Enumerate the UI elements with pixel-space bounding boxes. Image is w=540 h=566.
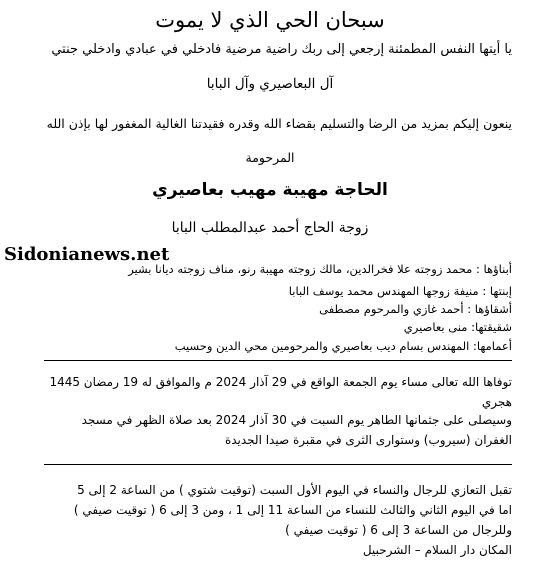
condolence-line-2: اما في اليوم الثاني والثالث للنساء من الساعة 11 إلى 1 ، ومن 3 إلى 6 ( توقيت صيفي ) [73,503,512,517]
quran-verse: يا أيتها النفس المطمئنة إرجعي إلى ربك راضية مرضية فادخلي في عبادي وادخلي جنتي [51,42,512,57]
relatives-sister: شقيقتها: منى بعاصيري [403,320,512,334]
late-label: المرحومة [245,150,295,165]
families-line: آل البعاصيري وآل البابا [206,76,334,92]
death-text: توفاها الله تعالى مساء يوم الجمعة الواقع في 29 آذار 2024 م والموافق له 19 رمضان 1445 هجري [49,375,512,409]
divider [44,464,512,465]
divider [44,360,512,361]
funeral-text: وسيصلى على جثمانها الطاهر يوم السبت في 30 آذار 2024 بعد صلاة الظهر في مسجد الغفران (سيروب) وستوارى الثرى في مقبرة صيدا الجديدة [81,413,512,447]
relatives-sons: أبناؤها : محمد زوجته علا فخرالدين، مالك زوجته مهيبة رنو، مناف زوجته ديانا بشير [128,262,512,276]
announcement-text: ينعون إليكم بمزيد من الرضا والتسليم بقضاء الله وقدره فقيدتنا الغالية المغفور لها بإذن الله [46,116,512,131]
funeral-details [45,410,512,450]
death-details [45,372,512,412]
relatives-uncles: أعمامها: المهندس بسام ديب بعاصيري والمرحومين محي الدين وحسيب [174,339,512,353]
condolence-place: المكان دار السلام – الشرحبيل [362,543,512,557]
spouse-line: زوجة الحاج أحمد عبدالمطلب البابا [171,220,369,236]
relatives-daughter: إبنتها : منيفة زوجها المهندس محمد يوسف البابا [288,284,512,298]
condolence-line-1: تقبل التعازي للرجال والنساء في اليوم الأول السبت (توقيت شتوي ) من الساعة 2 إلى 5 [77,483,512,497]
header-title: سبحان الحي الذي لا يموت [155,8,385,32]
deceased-name: الحاجة مهيبة مهيب بعاصيري [152,180,388,200]
relatives-brothers: أشقاؤها : أحمد غازي والمرحوم مصطفى [319,302,512,316]
condolence-line-3: وللرجال من الساعة 3 إلى 6 ( توقيت صيفي ) [285,523,512,537]
condolence-details [45,480,512,560]
watermark: Sidonianews.net [4,244,170,265]
